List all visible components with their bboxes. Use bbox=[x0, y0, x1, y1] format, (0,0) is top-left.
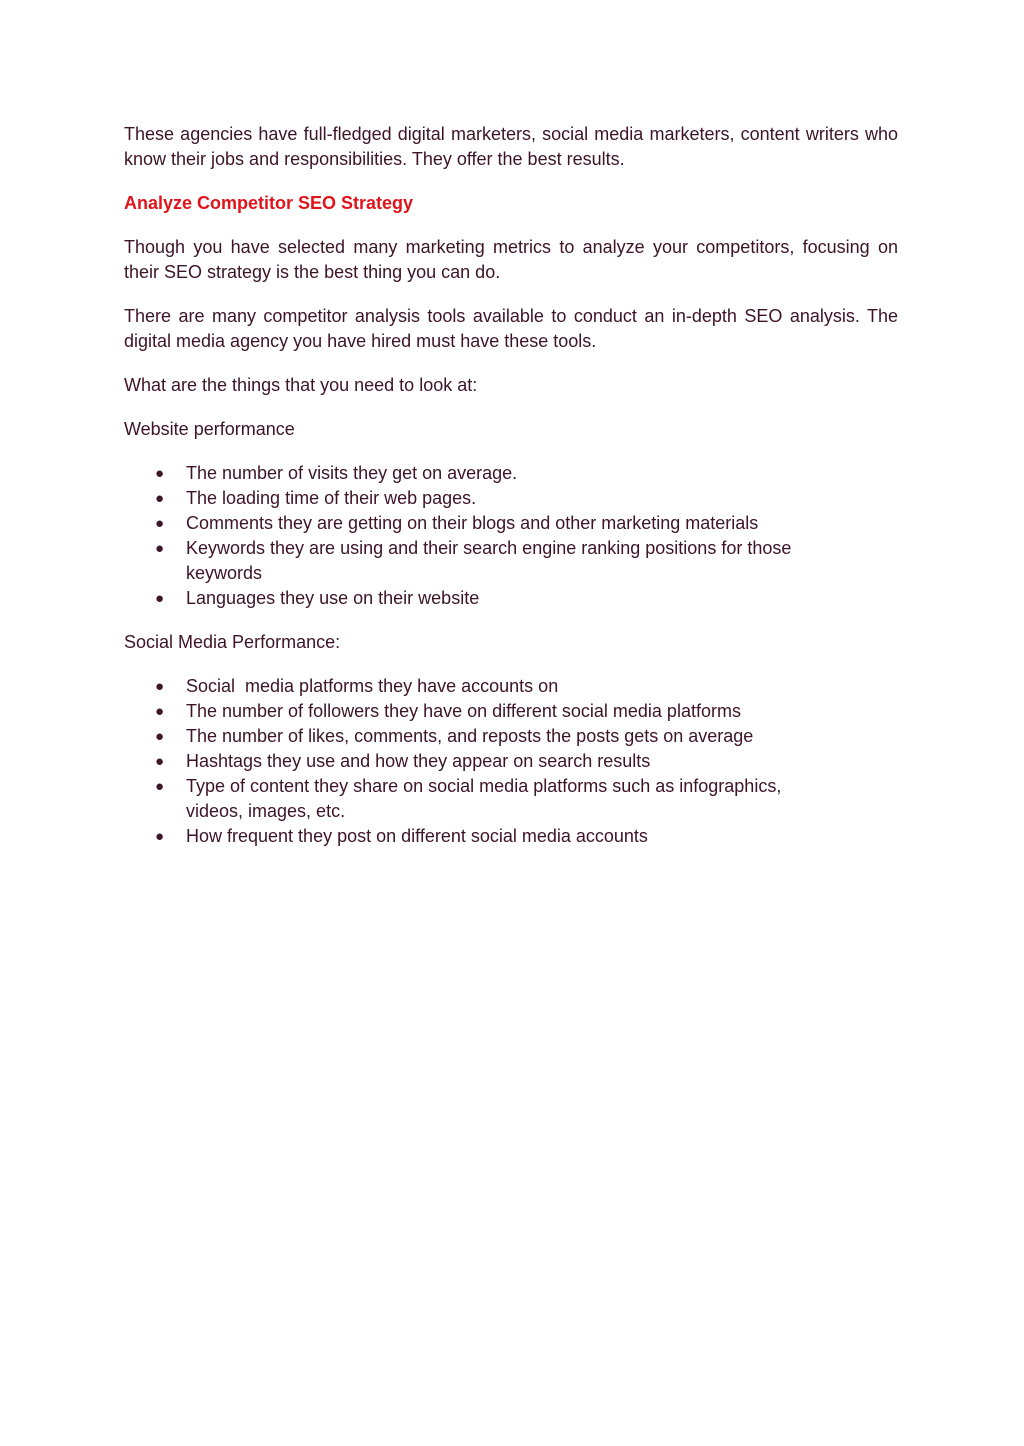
paragraph-analysis-tools: There are many competitor analysis tools available to conduct an in-depth SEO analysis. The digital media agency you have hired must have these tools. bbox=[124, 306, 898, 351]
list-item: ● How frequent they post on different social media accounts bbox=[124, 824, 898, 849]
social-media-performance-label: Social Media Performance: bbox=[124, 632, 341, 652]
bullet-icon: ● bbox=[155, 590, 165, 607]
bullet-icon: ● bbox=[155, 465, 165, 482]
bullet-icon: ● bbox=[155, 728, 165, 745]
list-item: ● Comments they are getting on their blogs and other marketing materials bbox=[124, 511, 898, 536]
bullet-icon: ● bbox=[155, 490, 165, 507]
list-item: ● Keywords they are using and their search engine ranking positions for those keywords bbox=[155, 538, 792, 583]
bullet-icon: ● bbox=[155, 753, 165, 770]
bullet-icon: ● bbox=[155, 703, 165, 720]
list-item: ● Languages they use on their website bbox=[124, 586, 898, 611]
list-item: ● The number of visits they get on average. bbox=[124, 461, 898, 486]
website-performance-list bbox=[124, 461, 898, 611]
list-item: ● The loading time of their web pages. bbox=[124, 486, 898, 511]
list-item: ● Hashtags they use and how they appear on search results bbox=[124, 749, 898, 774]
bullet-icon: ● bbox=[155, 828, 165, 845]
paragraph-things-to-look: What are the things that you need to look at: bbox=[124, 375, 478, 395]
section-heading: Analyze Competitor SEO Strategy bbox=[124, 193, 414, 213]
bullet-icon: ● bbox=[155, 778, 165, 795]
bullet-icon: ● bbox=[155, 540, 165, 557]
bullet-icon: ● bbox=[155, 515, 165, 532]
document-page bbox=[124, 122, 898, 868]
list-item: ● Type of content they share on social media platforms such as infographics, videos, images, etc. bbox=[155, 776, 782, 821]
website-performance-label: Website performance bbox=[124, 419, 295, 439]
social-media-performance-list bbox=[124, 674, 898, 849]
list-item: ● Social media platforms they have accounts on bbox=[124, 674, 898, 699]
list-item: ● The number of followers they have on different social media platforms bbox=[124, 699, 898, 724]
list-item: ● The number of likes, comments, and reposts the posts gets on average bbox=[124, 724, 898, 749]
paragraph-agencies: These agencies have full-fledged digital marketers, social media marketers, content writers who know their jobs and responsibilities. They offer the best results. bbox=[124, 124, 898, 169]
paragraph-seo-strategy: Though you have selected many marketing metrics to analyze your competitors, focusing on their SEO strategy is the best thing you can do. bbox=[124, 237, 898, 282]
bullet-icon: ● bbox=[155, 678, 165, 695]
